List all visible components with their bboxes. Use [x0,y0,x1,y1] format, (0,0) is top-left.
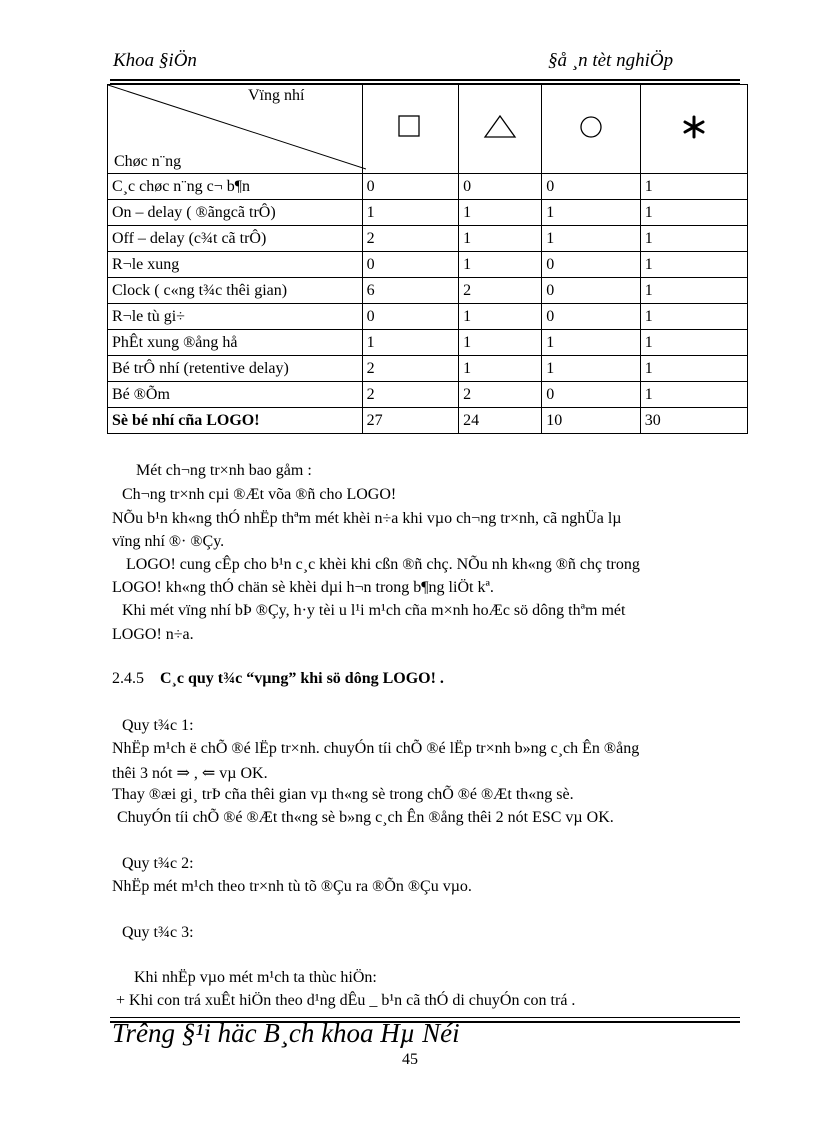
section-title: C¸c quy t¾c “vµng” khi sö dông LOGO! . [160,670,444,687]
cell-value: 0 [542,304,640,330]
table-row [108,356,748,382]
table-row [108,304,748,330]
rule-1-line: thêi 3 nót ⇒ , ⇐ vµ OK. [112,765,268,782]
row-label: Bé trÔ nhí (retentive delay) [108,356,363,382]
cell-value: 2 [459,278,542,304]
triangle-symbol-cell [459,85,542,174]
header-function: Chøc n¨ng [114,153,182,170]
paragraph-line: LOGO! cung cÊp cho b¹n c¸c khèi khi cßn ®ñ chç. NÕu nh kh«ng ®ñ chç trong [126,556,640,573]
cell-value: 1 [640,226,747,252]
paragraph-line: Ch¬ng tr×nh cµi ®Æt võa ®ñ cho LOGO! [122,486,397,503]
cell-value: 1 [640,356,747,382]
diagonal-header-cell [108,85,363,174]
rule-2-line: NhËp mét m¹ch theo tr×nh tù tõ ®Çu ra ®Õn ®Çu vµo. [112,878,472,895]
paragraph-line: LOGO! kh«ng thÓ chän sè khèi dµi h¬n trong b¶ng liÖt kª. [112,579,494,596]
total-value: 27 [362,408,459,434]
total-label: Sè bé nhí cña LOGO! [108,408,363,434]
cell-value: 2 [362,226,459,252]
header-thesis: §å ¸n tèt nghiÖp [548,50,674,71]
cell-value: 0 [362,252,459,278]
cell-value: 2 [362,356,459,382]
table-row [108,252,748,278]
row-label: C¸c chøc n¨ng c¬ b¶n [108,174,363,200]
asterisk-symbol-cell [640,85,747,174]
cell-value: 6 [362,278,459,304]
cell-value: 1 [362,330,459,356]
rule-1-line: NhËp m¹ch ë chÕ ®é lËp tr×nh. chuyÓn tíi chÕ ®é lËp tr×nh b»ng c¸ch Ên ®ång [112,740,640,757]
row-label: Clock ( c«ng t¾c thêi gian) [108,278,363,304]
circle-icon [578,114,604,140]
square-symbol-cell [362,85,459,174]
table-row [108,330,748,356]
section-number: 2.4.5 [112,670,144,687]
cell-value: 1 [542,330,640,356]
row-label: PhÊt xung ®ång hå [108,330,363,356]
cell-value: 1 [459,226,542,252]
memory-table [107,84,748,434]
total-value: 10 [542,408,640,434]
paragraph-line: vïng nhí ®· ®Çy. [112,533,225,550]
cell-value: 1 [459,356,542,382]
row-label: On – delay ( ®ãngcã trÔ) [108,200,363,226]
cell-value: 1 [542,226,640,252]
cell-value: 1 [640,330,747,356]
cell-value: 1 [362,200,459,226]
paragraph-line: Mét ch¬ng tr×nh bao gåm : [136,462,312,479]
table-row [108,226,748,252]
cell-value: 0 [362,304,459,330]
asterisk-icon [681,114,707,140]
paragraph-line: Khi mét vïng nhí bÞ ®Çy, h·y tèi u l¹i m¹ch cña m×nh hoÆc sö dông thªm mét [122,602,626,619]
rule-1-line: ChuyÓn tíi chÕ ®é ®Æt th«ng sè b»ng c¸ch Ên ®ång thêi 2 nót ESC vµ OK. [117,809,614,826]
cell-value: 2 [459,382,542,408]
cell-value: 0 [542,252,640,278]
cell-value: 1 [459,330,542,356]
row-label: Off – delay (c¾t cã trÔ) [108,226,363,252]
row-label: R¬le tù gi÷ [108,304,363,330]
footer-university: Trêng §¹i häc B¸ch khoa Hµ Néi [112,1018,460,1048]
rule-1-line: Thay ®æi gi¸ trÞ cña thêi gian vµ th«ng sè trong chÕ ®é ®Æt th«ng sè. [112,786,574,803]
header-rule [110,79,740,81]
total-row [108,408,748,434]
cell-value: 1 [640,304,747,330]
circle-symbol-cell [542,85,640,174]
header-faculty: Khoa §iÖn [113,50,197,71]
table-row [108,174,748,200]
rule-3-line: + Khi con trá xuÊt hiÖn theo d¹ng dÊu _ b¹n cã thÓ di chuyÓn con trá . [116,992,576,1009]
cell-value: 1 [459,200,542,226]
total-value: 30 [640,408,747,434]
square-icon [397,114,423,140]
page-number: 45 [402,1051,418,1068]
cell-value: 1 [459,252,542,278]
table-header-row [108,85,748,174]
rule-3-line: Khi nhËp vµo mét m¹ch ta thùc hiÖn: [134,969,377,986]
cell-value: 0 [542,174,640,200]
table-row [108,200,748,226]
cell-value: 0 [362,174,459,200]
cell-value: 1 [542,200,640,226]
rule-3-title: Quy t¾c 3: [122,924,194,941]
triangle-icon [483,114,517,140]
cell-value: 1 [640,200,747,226]
cell-value: 1 [640,382,747,408]
paragraph-line: LOGO! n÷a. [112,626,194,643]
cell-value: 1 [542,356,640,382]
cell-value: 1 [640,174,747,200]
paragraph-line: NÕu b¹n kh«ng thÓ nhËp thªm mét khèi n÷a khi vµo ch¬ng tr×nh, cã nghÜa lµ [112,510,622,527]
cell-value: 1 [459,304,542,330]
cell-value: 0 [459,174,542,200]
row-label: R¬le xung [108,252,363,278]
rule-2-title: Quy t¾c 2: [122,855,194,872]
cell-value: 1 [640,252,747,278]
table-row [108,382,748,408]
rule-1-title: Quy t¾c 1: [122,717,194,734]
cell-value: 0 [542,382,640,408]
total-value: 24 [459,408,542,434]
cell-value: 2 [362,382,459,408]
row-label: Bé ®Õm [108,382,363,408]
table-row [108,278,748,304]
cell-value: 1 [640,278,747,304]
header-memory-area: Vïng nhí [248,87,305,104]
cell-value: 0 [542,278,640,304]
